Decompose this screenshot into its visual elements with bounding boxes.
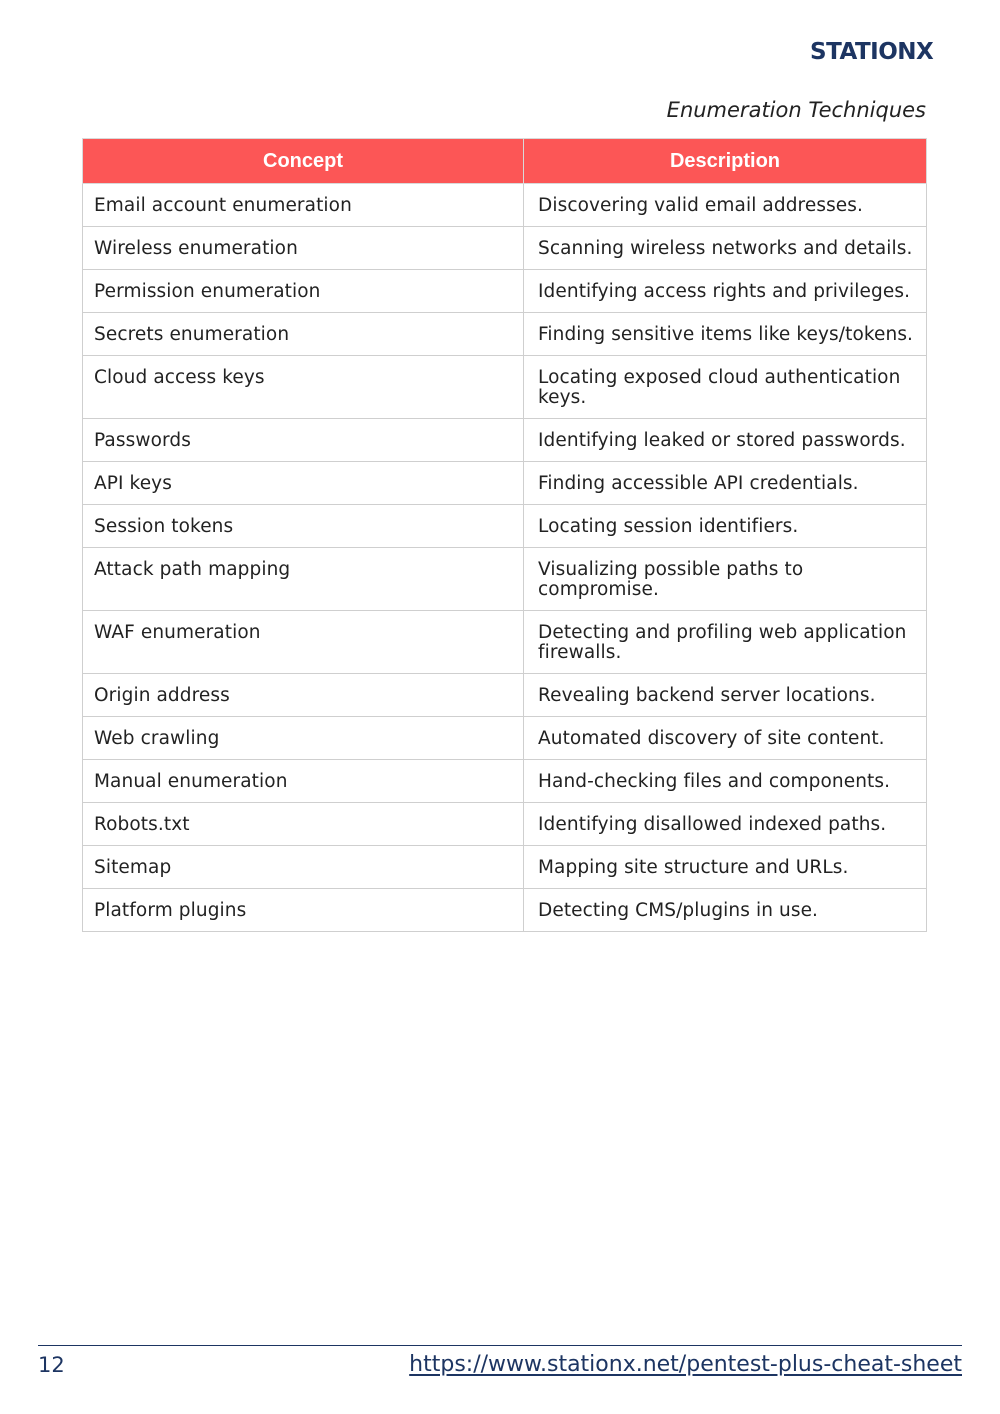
concept-cell: WAF enumeration bbox=[83, 611, 524, 674]
description-cell: Visualizing possible paths to compromise. bbox=[524, 548, 927, 611]
column-header-description: Description bbox=[524, 139, 927, 184]
table-row bbox=[83, 356, 927, 419]
description-cell: Revealing backend server locations. bbox=[524, 674, 927, 717]
concept-cell: Robots.txt bbox=[83, 803, 524, 846]
section-title: Enumeration Techniques bbox=[666, 98, 926, 122]
footer-url-link[interactable]: https://www.stationx.net/pentest-plus-cheat-sheet bbox=[409, 1352, 962, 1377]
enumeration-table bbox=[82, 138, 927, 932]
concept-cell: Email account enumeration bbox=[83, 184, 524, 227]
concept-cell: Sitemap bbox=[83, 846, 524, 889]
description-cell: Automated discovery of site content. bbox=[524, 717, 927, 760]
concept-cell: Wireless enumeration bbox=[83, 227, 524, 270]
concept-cell: Secrets enumeration bbox=[83, 313, 524, 356]
description-cell: Discovering valid email addresses. bbox=[524, 184, 927, 227]
column-header-concept: Concept bbox=[83, 139, 524, 184]
description-cell: Identifying leaked or stored passwords. bbox=[524, 419, 927, 462]
table-row bbox=[83, 548, 927, 611]
table-row bbox=[83, 313, 927, 356]
description-cell: Finding accessible API credentials. bbox=[524, 462, 927, 505]
table-row bbox=[83, 184, 927, 227]
table-row bbox=[83, 419, 927, 462]
table-row bbox=[83, 462, 927, 505]
description-cell: Locating session identifiers. bbox=[524, 505, 927, 548]
table-row bbox=[83, 505, 927, 548]
page-number: 12 bbox=[38, 1353, 65, 1377]
concept-cell: Cloud access keys bbox=[83, 356, 524, 419]
concept-cell: Session tokens bbox=[83, 505, 524, 548]
table-row bbox=[83, 846, 927, 889]
table-row bbox=[83, 760, 927, 803]
concept-cell: Platform plugins bbox=[83, 889, 524, 932]
table-row bbox=[83, 227, 927, 270]
concept-cell: Passwords bbox=[83, 419, 524, 462]
concept-cell: API keys bbox=[83, 462, 524, 505]
concept-cell: Origin address bbox=[83, 674, 524, 717]
table-row bbox=[83, 674, 927, 717]
concept-cell: Web crawling bbox=[83, 717, 524, 760]
table-row bbox=[83, 611, 927, 674]
table-row bbox=[83, 717, 927, 760]
enumeration-table-container bbox=[82, 138, 926, 932]
description-cell: Scanning wireless networks and details. bbox=[524, 227, 927, 270]
table-row bbox=[83, 270, 927, 313]
description-cell: Detecting and profiling web application firewalls. bbox=[524, 611, 927, 674]
logo-icon bbox=[810, 30, 962, 70]
table-row bbox=[83, 803, 927, 846]
table-row bbox=[83, 889, 927, 932]
description-cell: Hand-checking files and components. bbox=[524, 760, 927, 803]
description-cell: Locating exposed cloud authentication keys. bbox=[524, 356, 927, 419]
description-cell: Identifying access rights and privileges. bbox=[524, 270, 927, 313]
concept-cell: Manual enumeration bbox=[83, 760, 524, 803]
concept-cell: Permission enumeration bbox=[83, 270, 524, 313]
stationx-logo bbox=[810, 30, 962, 70]
concept-cell: Attack path mapping bbox=[83, 548, 524, 611]
description-cell: Identifying disallowed indexed paths. bbox=[524, 803, 927, 846]
footer-divider bbox=[38, 1345, 962, 1346]
table-header-row bbox=[83, 139, 927, 184]
description-cell: Detecting CMS/plugins in use. bbox=[524, 889, 927, 932]
description-cell: Mapping site structure and URLs. bbox=[524, 846, 927, 889]
logo-wordmark: STATIONX bbox=[810, 39, 934, 65]
description-cell: Finding sensitive items like keys/tokens. bbox=[524, 313, 927, 356]
